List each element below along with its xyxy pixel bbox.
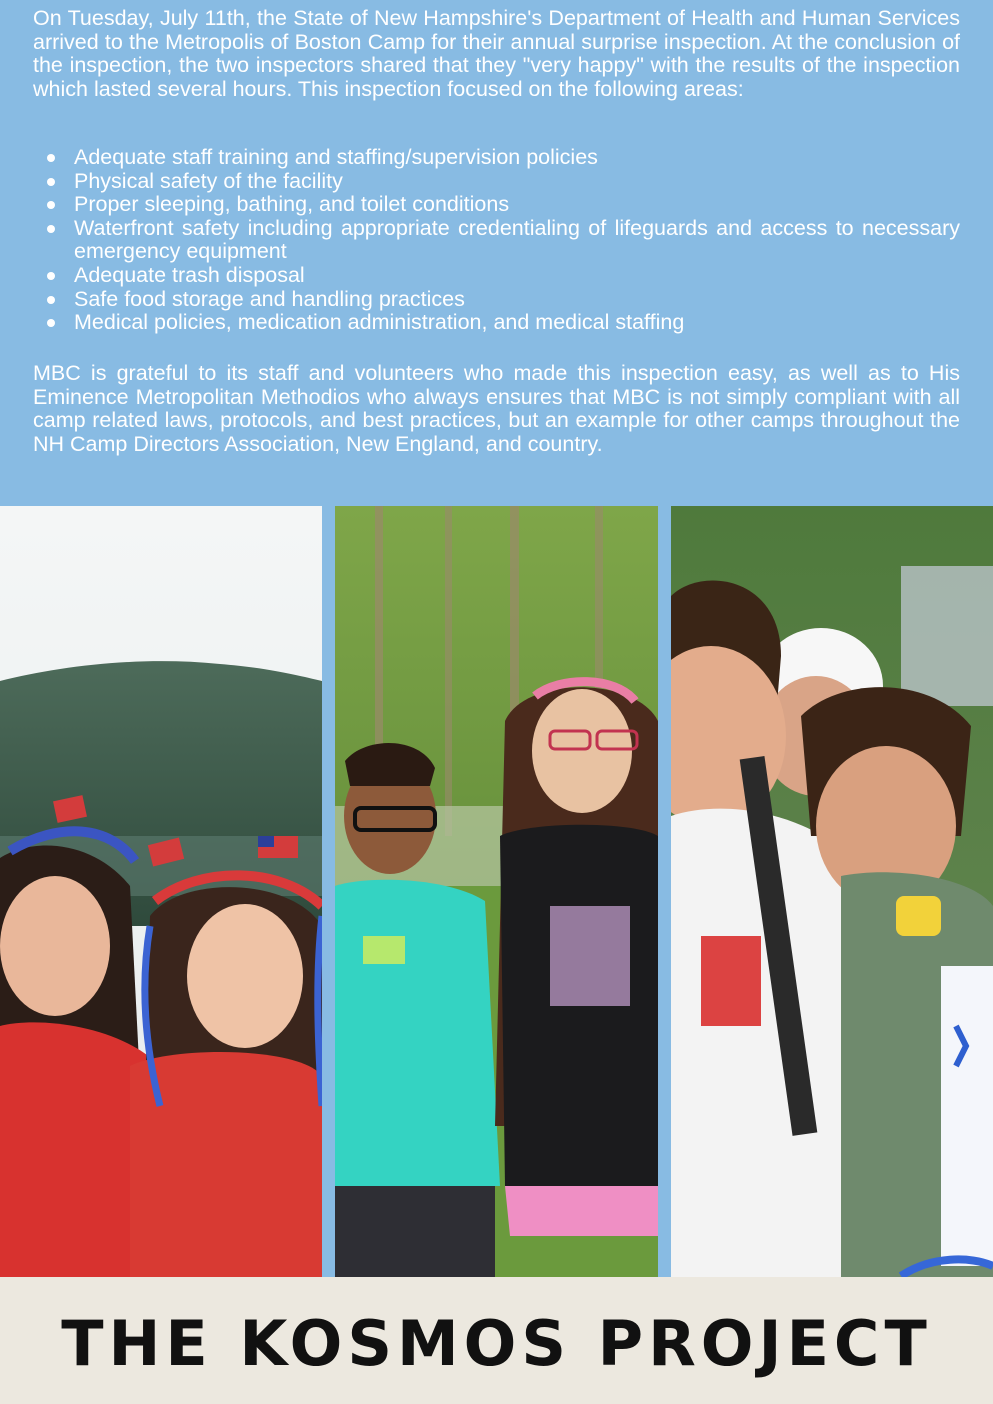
footer-title: THE KOSMOS PROJECT: [61, 1307, 932, 1380]
list-item: Physical safety of the facility: [33, 170, 960, 194]
name-tag-decoration: [363, 936, 405, 964]
photo-campers-field: [335, 506, 658, 1277]
photo-campers-patriotic: [0, 506, 322, 1277]
list-item: Proper sleeping, bathing, and toilet conditions: [33, 193, 960, 217]
list-item: Adequate trash disposal: [33, 264, 960, 288]
list-item: Medical policies, medication administration, and medical staffing: [33, 311, 960, 335]
list-item: Adequate staff training and staffing/supervision policies: [33, 146, 960, 170]
closing-paragraph: MBC is grateful to its staff and volunteers who made this inspection easy, as well as to His Eminence Metropolitan Methodios who always ensures that MBC is not simply compliant with all camp related laws, protocols, and best practices, but an example for other camps throughout the NH Camp Directors Association, New England, and country.: [33, 361, 960, 456]
intro-paragraph: On Tuesday, July 11th, the State of New Hampshire's Department of Health and Human Services arrived to the Metropolis of Boston Camp for their annual surprise inspection. At the conclusion of the inspection, the two inspectors shared that they "very happy" with the results of the inspection which lasted several hours. This inspection focused on the following areas:: [33, 6, 960, 101]
photo-campers-activity-image: [671, 506, 993, 1277]
footer-banner: [0, 1277, 993, 1404]
photo-campers-field-image: [335, 506, 658, 1277]
photo-campers-activity: [671, 506, 993, 1277]
list-item: Waterfront safety including appropriate credentialing of lifeguards and access to necessary emergency equipment: [33, 217, 960, 264]
photo-campers-patriotic-image: [0, 506, 322, 1277]
inspection-areas-list: [33, 146, 960, 335]
list-item: Safe food storage and handling practices: [33, 288, 960, 312]
article-panel: [0, 0, 993, 506]
